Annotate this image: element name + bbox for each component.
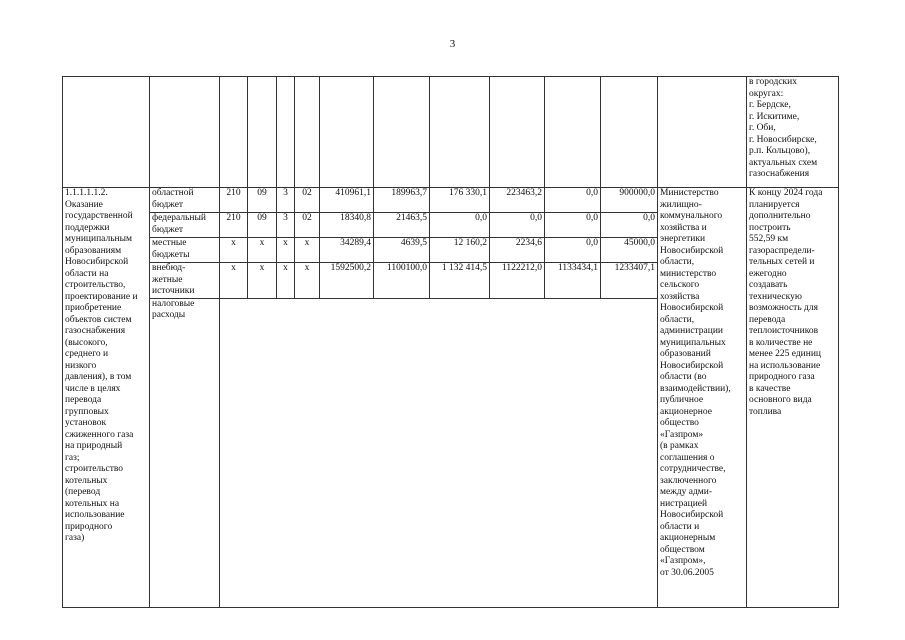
- value-cell: 1592500,2: [320, 263, 374, 299]
- code-cell: x: [220, 238, 248, 263]
- funding-source: налоговые расходы: [150, 298, 220, 608]
- program-measures-table: [62, 76, 839, 608]
- previous-result-cell: в городских округах: г. Бердске, г. Искитиме, г. Оби, г. Новосибирске, р.п. Кольцово), актуальных схем газоснабжения: [747, 77, 839, 188]
- value-cell: 12 160,2: [430, 238, 490, 263]
- measure-cell: [63, 188, 150, 608]
- code-cell: 210: [220, 188, 248, 213]
- code-cell: x: [295, 238, 320, 263]
- value-cell: 0,0: [430, 213, 490, 238]
- code-cell: x: [277, 263, 295, 299]
- table-row-previous: [63, 77, 839, 188]
- value-cell: 2234,6: [490, 238, 545, 263]
- cell-empty: [295, 77, 320, 188]
- code-cell: 02: [295, 213, 320, 238]
- value-cell: 900000,0: [601, 188, 658, 213]
- cell-empty: [490, 77, 545, 188]
- result-cell: К концу 2024 года планируется дополнительно построить 552,59 км газораспредели- тельных сетей и ежегодно создавать техническую возможность для перевода теплоисточников в количестве не менее 225 единиц на использование природного газа в качестве основного вида топлива: [747, 188, 839, 608]
- code-cell: 3: [277, 213, 295, 238]
- value-cell: 176 330,1: [430, 188, 490, 213]
- code-cell: x: [277, 238, 295, 263]
- code-cell: x: [295, 263, 320, 299]
- funding-source: внебюд- жетные источники: [150, 263, 220, 299]
- code-cell: x: [220, 263, 248, 299]
- cell-empty: [658, 77, 747, 188]
- value-cell: 1133434,1: [545, 263, 601, 299]
- measure-name: Оказание государственной поддержки муниципальным образованиям Новосибирской области на строительство, проектирование и приобретение объектов систем газоснабжения (высокого, среднего и низкого давления), в том числе в целях перевода групповых установок сжиженного газа на природный газ; строительство котельных (перевод котельных на использование природного газа): [65, 199, 138, 543]
- value-cell: 1233407,1: [601, 263, 658, 299]
- cell-empty: [220, 298, 658, 608]
- code-cell: 09: [248, 213, 277, 238]
- value-cell: 1 132 414,5: [430, 263, 490, 299]
- page-number: 3: [449, 38, 456, 50]
- value-cell: 223463,2: [490, 188, 545, 213]
- code-cell: 09: [248, 188, 277, 213]
- cell-empty: [248, 77, 277, 188]
- cell-empty: [220, 77, 248, 188]
- value-cell: 0,0: [545, 213, 601, 238]
- code-cell: 210: [220, 213, 248, 238]
- funding-source: местные бюджеты: [150, 238, 220, 263]
- code-cell: 3: [277, 188, 295, 213]
- cell-empty: [374, 77, 430, 188]
- value-cell: 189963,7: [374, 188, 430, 213]
- value-cell: 0,0: [601, 213, 658, 238]
- cell-empty: [545, 77, 601, 188]
- measure-code: 1.1.1.1.1.2.: [65, 188, 108, 198]
- code-cell: x: [248, 263, 277, 299]
- value-cell: 410961,1: [320, 188, 374, 213]
- cell-empty: [601, 77, 658, 188]
- cell-empty: [63, 77, 150, 188]
- value-cell: 0,0: [545, 238, 601, 263]
- value-cell: 21463,5: [374, 213, 430, 238]
- code-cell: x: [248, 238, 277, 263]
- value-cell: 34289,4: [320, 238, 374, 263]
- value-cell: 1100100,0: [374, 263, 430, 299]
- value-cell: 45000,0: [601, 238, 658, 263]
- cell-empty: [320, 77, 374, 188]
- funding-source: федеральный бюджет: [150, 213, 220, 238]
- executor-cell: Министерство жилищно- коммунального хозяйства и энергетики Новосибирской области, министерство сельского хозяйства Новосибирской области, администрации муниципальных образований Новосибирской области (во взаимодействии), публичное акционерное общество «Газпром» (в рамках соглашения о сотрудничестве, заключенного между адми- нистрацией Новосибирской области и акционерным обществом «Газпром», от 30.06.2005: [658, 188, 747, 608]
- value-cell: 18340,8: [320, 213, 374, 238]
- table-row-regional-budget: [63, 188, 839, 213]
- cell-empty: [277, 77, 295, 188]
- value-cell: 4639,5: [374, 238, 430, 263]
- value-cell: 1122212,0: [490, 263, 545, 299]
- funding-source: областной бюджет: [150, 188, 220, 213]
- code-cell: 02: [295, 188, 320, 213]
- cell-empty: [150, 77, 220, 188]
- cell-empty: [430, 77, 490, 188]
- value-cell: 0,0: [490, 213, 545, 238]
- value-cell: 0,0: [545, 188, 601, 213]
